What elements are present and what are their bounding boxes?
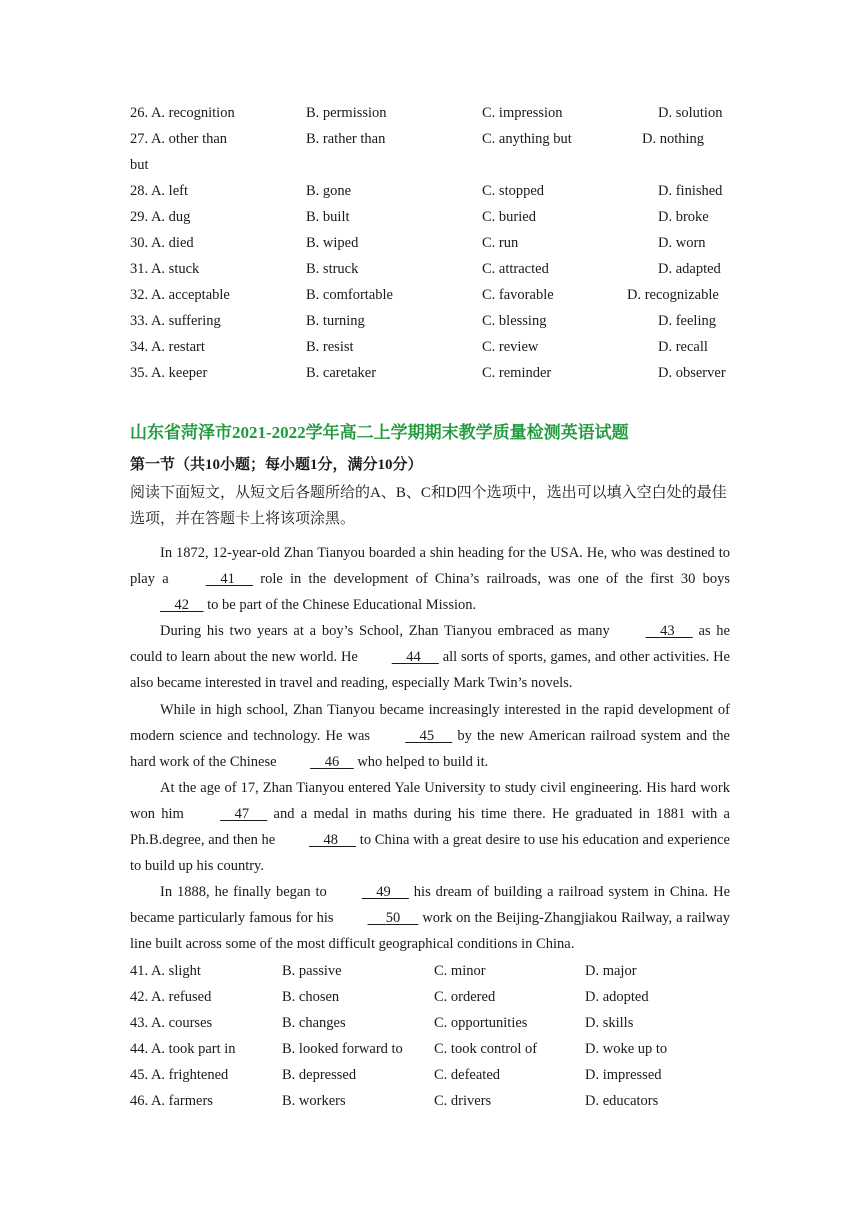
text: During his two years at a boy’s School, Zhan Tianyou embraced as many: [160, 623, 616, 640]
option-c: C. review: [482, 339, 539, 355]
blank-43: [616, 618, 693, 644]
option-b: B. resist: [306, 339, 354, 355]
blank-number: 44: [406, 649, 421, 666]
question-row: [0, 1036, 860, 1062]
text: who helped to build it.: [353, 753, 489, 770]
option-b: B. gone: [306, 183, 352, 199]
option-a: 43. A. courses: [130, 1015, 213, 1031]
option-d: D. finished: [658, 183, 723, 199]
text: all sorts of sports, games, and other activities. He also became interested in travel and reading, especially Mark Twin’s novels.: [130, 649, 730, 692]
option-a: 27. A. other than: [130, 131, 228, 147]
blank-number: 47: [234, 805, 250, 822]
option-b: B. looked forward to: [282, 1041, 403, 1057]
blank-48: [279, 827, 356, 853]
question-row: [0, 1010, 860, 1036]
option-b: B. rather than: [306, 131, 386, 147]
blank-44: [362, 644, 439, 670]
text: While in high school, Zhan Tianyou became increasingly interested in the rapid development of modern science and technology. He was: [130, 701, 730, 744]
question-row: [0, 282, 860, 308]
option-b: B. wiped: [306, 235, 359, 251]
instructions: 阅读下面短文，从短文后各题所给的A、B、C和D四个选项中，选出可以填入空白处的最佳选项，并在答题卡上将该项涂黑。: [130, 485, 727, 527]
option-a: 30. A. died: [130, 235, 194, 251]
blank-number: 46: [324, 753, 340, 770]
option-a: 32. A. acceptable: [130, 287, 230, 303]
option-b: B. struck: [306, 261, 359, 277]
question-row: [0, 334, 860, 360]
text: to China with a great desire to use his education and experience to build up his country.: [130, 832, 730, 875]
option-a: 42. A. refused: [130, 989, 212, 1005]
option-a-continued: but: [130, 157, 149, 173]
option-d: D. major: [585, 963, 637, 979]
option-d: D. educators: [585, 1093, 659, 1109]
option-c: C. anything but: [482, 131, 572, 147]
option-a: 41. A. slight: [130, 963, 201, 979]
question-row: [0, 256, 860, 282]
option-a: 28. A. left: [130, 183, 188, 199]
option-b: B. changes: [282, 1015, 346, 1031]
text: At the age of 17, Zhan Tianyou entered Yale University to study civil engineering. His hard work won him: [130, 779, 730, 822]
blank-45: [375, 723, 452, 749]
option-b: B. chosen: [282, 989, 340, 1005]
blank-number: 41: [220, 571, 235, 588]
option-a: 33. A. suffering: [130, 313, 221, 329]
text: his dream of building a railroad system in China. He became particularly famous for his: [130, 884, 731, 927]
blank-46: [280, 749, 354, 775]
question-row: [0, 1062, 860, 1088]
option-a: 45. A. frightened: [130, 1067, 229, 1083]
option-c: C. impression: [482, 105, 563, 121]
option-d: D. adapted: [658, 261, 721, 277]
option-b: B. workers: [282, 1093, 346, 1109]
blank-50: [338, 905, 419, 931]
option-b: B. built: [306, 209, 350, 225]
blank-number: 43: [660, 623, 675, 640]
option-b: B. comfortable: [306, 287, 393, 303]
text: In 1888, he finally began to: [160, 884, 332, 901]
reading-passage: [130, 540, 730, 958]
option-c: C. favorable: [482, 287, 554, 303]
question-row: [0, 126, 860, 152]
text: role in the development of China’s railroads, was one of the first 30 boys: [253, 571, 730, 588]
option-a: 35. A. keeper: [130, 365, 208, 381]
question-row: [0, 178, 860, 204]
option-a: 26. A. recognition: [130, 105, 235, 121]
blank-49: [332, 879, 409, 905]
option-a: 44. A. took part in: [130, 1041, 236, 1057]
option-c: C. took control of: [434, 1041, 538, 1057]
option-b: B. caretaker: [306, 365, 377, 381]
option-a: 34. A. restart: [130, 339, 205, 355]
option-c: C. ordered: [434, 989, 496, 1005]
question-row: [0, 984, 860, 1010]
paragraph: [130, 618, 730, 696]
option-d: D. nothing: [642, 131, 705, 147]
question-row: [0, 1088, 860, 1114]
text: and a medal in maths during his time there. He graduated in 1881 with a Ph.B.degree, and then he: [130, 805, 730, 849]
option-c: C. reminder: [482, 365, 552, 381]
text: In 1872, 12-year-old Zhan Tianyou boarded a shin heading for the USA. He, who was destined to play a: [130, 545, 730, 588]
question-row: [0, 230, 860, 256]
blank-number: 48: [323, 832, 338, 849]
option-d: D. observer: [658, 365, 726, 381]
paragraph: [130, 775, 730, 879]
paragraph: [130, 540, 730, 618]
question-row: [0, 360, 860, 386]
option-d: D. impressed: [585, 1067, 662, 1083]
option-b: B. turning: [306, 313, 365, 329]
question-row: [0, 958, 860, 984]
option-c: C. attracted: [482, 261, 549, 277]
option-d: D. woke up to: [585, 1041, 668, 1057]
question-row-continued: [0, 152, 860, 178]
blank-number: 50: [385, 910, 401, 927]
option-d: D. feeling: [658, 313, 716, 329]
option-d: D. broke: [658, 209, 709, 225]
blank-47: [190, 801, 267, 827]
option-a: 29. A. dug: [130, 209, 191, 225]
question-row: [0, 308, 860, 334]
option-d: D. worn: [658, 235, 706, 251]
blank-41: [176, 566, 253, 592]
option-a: 46. A. farmers: [130, 1093, 213, 1109]
option-b: B. permission: [306, 105, 387, 121]
option-c: C. drivers: [434, 1093, 492, 1109]
option-b: B. passive: [282, 963, 342, 979]
blank-42: [130, 592, 204, 618]
option-c: C. run: [482, 235, 519, 251]
paragraph: [130, 697, 730, 775]
option-d: D. skills: [585, 1015, 634, 1031]
option-d: D. solution: [658, 105, 723, 121]
option-a: 31. A. stuck: [130, 261, 200, 277]
option-b: B. depressed: [282, 1067, 357, 1083]
section-subtitle: 第一节（共10小题；每小题1分，满分10分）: [130, 457, 423, 473]
blank-number: 42: [174, 597, 189, 614]
question-row: [0, 100, 860, 126]
option-c: C. minor: [434, 963, 486, 979]
option-d: D. recall: [658, 339, 708, 355]
blank-number: 49: [376, 884, 391, 901]
option-c: C. buried: [482, 209, 536, 225]
text: work on the Beijing-Zhangjiakou Railway, a railway line built across some of the most difficult geographical conditions in China.: [130, 910, 730, 953]
option-c: C. blessing: [482, 313, 547, 329]
text: to be part of the Chinese Educational Mission.: [203, 597, 477, 614]
option-d: D. recognizable: [627, 287, 719, 303]
option-c: C. defeated: [434, 1067, 501, 1083]
option-d: D. adopted: [585, 989, 649, 1005]
text: as he could to learn about the new world. He: [130, 623, 730, 666]
blank-number: 45: [419, 727, 435, 744]
option-c: C. stopped: [482, 183, 545, 199]
paragraph: [130, 879, 730, 957]
question-row: [0, 204, 860, 230]
option-c: C. opportunities: [434, 1015, 528, 1031]
text: by the new American railroad system and the hard work of the Chinese: [130, 727, 730, 770]
section-title: 山东省菏泽市2021-2022学年高二上学期期末教学质量检测英语试题: [130, 423, 629, 442]
